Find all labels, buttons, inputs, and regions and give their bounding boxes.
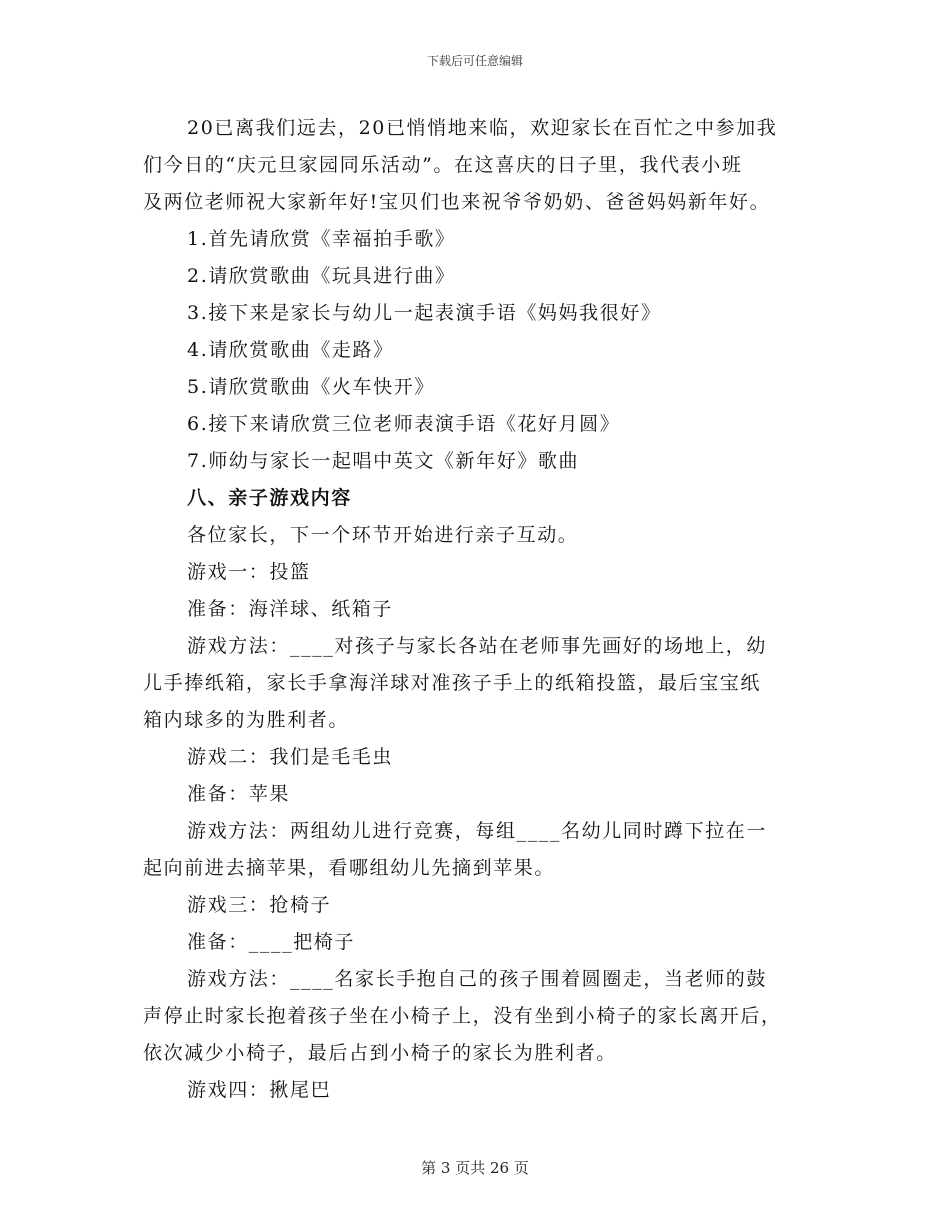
game3-title: 游戏三：抢椅子 [187, 894, 332, 916]
section-intro: 各位家长，下一个环节开始进行亲子互动。 [187, 524, 579, 546]
game3-method-line-2: 声停止时家长抱着孩子坐在小椅子上，没有坐到小椅子的家长离开后， [143, 1005, 782, 1027]
program-item-2: 2.请欣赏歌曲《玩具进行曲》 [187, 265, 456, 287]
document-body [143, 110, 808, 1109]
game1-method-line-3: 箱内球多的为胜利者。 [143, 709, 350, 731]
game2-prep: 准备：苹果 [187, 783, 291, 805]
game1-method-line-1: 游戏方法：____对孩子与家长各站在老师事先画好的场地上，幼 [187, 635, 768, 657]
program-item-4: 4.请欣赏歌曲《走路》 [187, 339, 394, 361]
game2-method-line-2: 起向前进去摘苹果，看哪组幼儿先摘到苹果。 [143, 857, 556, 879]
intro-line-1: 20已离我们远去，20已悄悄地来临，欢迎家长在百忙之中参加我 [187, 117, 778, 139]
game1-title: 游戏一：投篮 [187, 561, 311, 583]
program-item-6: 6.接下来请欣赏三位老师表演手语《花好月圆》 [187, 413, 621, 435]
game2-title: 游戏二：我们是毛毛虫 [187, 746, 394, 768]
program-item-3: 3.接下来是家长与幼儿一起表演手语《妈妈我很好》 [187, 302, 662, 324]
program-item-5: 5.请欣赏歌曲《火车快开》 [187, 376, 435, 398]
page-footer: 第 3 页共 26 页 [421, 1159, 529, 1177]
intro-line-2: 们今日的“庆元旦家园同乐活动”。在这喜庆的日子里，我代表小班 [143, 154, 743, 176]
game3-prep: 准备：____把椅子 [187, 931, 356, 953]
program-item-7: 7.师幼与家长一起唱中英文《新年好》歌曲 [187, 450, 580, 472]
intro-line-3: 及两位老师祝大家新年好!宝贝们也来祝爷爷奶奶、爸爸妈妈新年好。 [143, 191, 771, 213]
game3-method-line-1: 游戏方法：____名家长手抱自己的孩子围着圆圈走，当老师的鼓 [187, 968, 768, 990]
page-header: 下载后可任意编辑 [426, 54, 523, 68]
program-item-1: 1.首先请欣赏《幸福拍手歌》 [187, 228, 456, 250]
game2-method-line-1: 游戏方法：两组幼儿进行竞赛，每组____名幼儿同时蹲下拉在一 [187, 820, 768, 842]
game1-prep: 准备：海洋球、纸箱子 [187, 598, 394, 620]
game4-title: 游戏四：揪尾巴 [187, 1079, 332, 1101]
game1-method-line-2: 儿手捧纸箱，家长手拿海洋球对准孩子手上的纸箱投篮，最后宝宝纸 [143, 672, 762, 694]
section-heading: 八、亲子游戏内容 [187, 487, 352, 509]
game3-method-line-3: 依次减少小椅子，最后占到小椅子的家长为胜利者。 [143, 1042, 617, 1064]
